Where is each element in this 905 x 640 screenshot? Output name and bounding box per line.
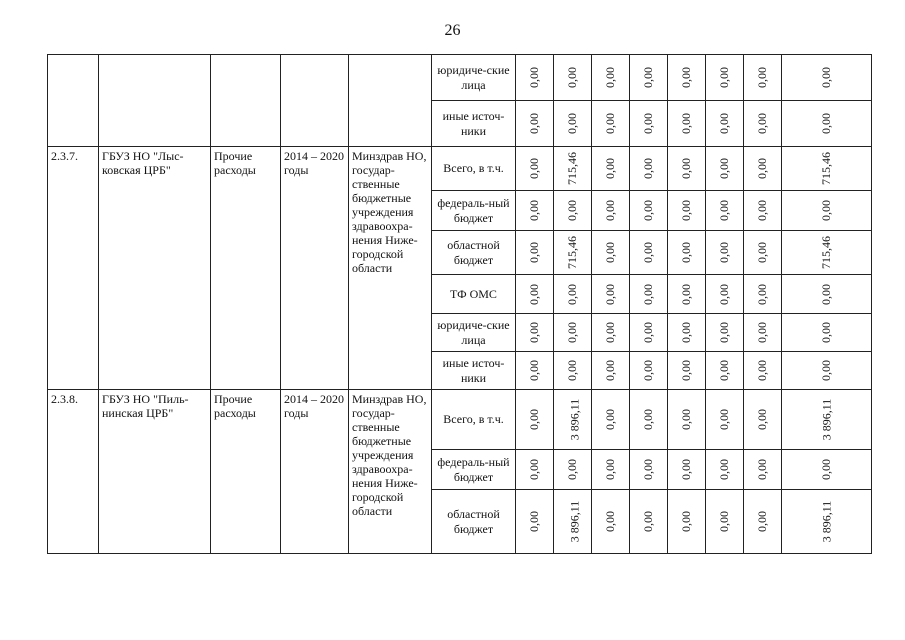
- value-cell: [706, 490, 744, 554]
- funding-source-cell: областной бюджет: [432, 490, 516, 554]
- value-cell: [744, 314, 782, 352]
- value-cell: [516, 191, 554, 231]
- value-cell: [668, 314, 706, 352]
- value-cell: [592, 147, 630, 191]
- value-text: 0,00: [717, 283, 731, 305]
- number-cell: 2.3.8.: [48, 390, 99, 554]
- value-text: 0,00: [641, 459, 655, 480]
- funding-source-cell: Всего, в т.ч.: [432, 147, 516, 191]
- value-text: 0,00: [565, 459, 579, 480]
- value-text: 0,00: [717, 409, 731, 430]
- value-text: 0,00: [527, 158, 541, 179]
- value-cell: [782, 147, 872, 191]
- page-number: 26: [444, 22, 461, 39]
- value-text: 0,00: [819, 322, 833, 343]
- value-text: 0,00: [755, 113, 769, 134]
- value-cell: [782, 231, 872, 275]
- value-cell: [592, 490, 630, 554]
- value-text: 0,00: [755, 322, 769, 343]
- value-text: 0,00: [717, 459, 731, 480]
- value-cell: [668, 450, 706, 490]
- value-cell: [668, 101, 706, 147]
- value-text: 0,00: [527, 360, 541, 381]
- value-cell: [516, 352, 554, 390]
- value-cell: [592, 450, 630, 490]
- value-text: 0,00: [603, 113, 617, 134]
- value-cell: [668, 147, 706, 191]
- value-cell: [554, 55, 592, 101]
- value-cell: [516, 314, 554, 352]
- value-text: 0,00: [527, 242, 541, 263]
- value-text: 0,00: [679, 158, 693, 179]
- value-cell: [782, 352, 872, 390]
- value-text: 3 896,11: [819, 398, 833, 441]
- value-cell: [630, 390, 668, 450]
- value-text: 0,00: [755, 283, 769, 305]
- value-cell: [706, 314, 744, 352]
- expense-type-cell: Прочие расходы: [211, 390, 281, 554]
- value-cell: [706, 450, 744, 490]
- value-text: 0,00: [565, 283, 579, 305]
- value-text: 0,00: [717, 67, 731, 88]
- value-text: 0,00: [679, 242, 693, 263]
- value-cell: [592, 314, 630, 352]
- institution-cell: [99, 55, 211, 147]
- value-text: 0,00: [565, 67, 579, 88]
- value-text: 0,00: [679, 283, 693, 305]
- budget-table: [47, 54, 872, 554]
- value-text: 0,00: [755, 200, 769, 221]
- value-cell: [706, 390, 744, 450]
- expense-type-cell: Прочие расходы: [211, 147, 281, 390]
- value-cell: [744, 450, 782, 490]
- value-text: 0,00: [717, 322, 731, 343]
- value-cell: [554, 147, 592, 191]
- value-text: 0,00: [717, 113, 731, 134]
- value-cell: [554, 390, 592, 450]
- value-text: 0,00: [679, 409, 693, 430]
- value-cell: [744, 147, 782, 191]
- value-text: 0,00: [527, 511, 541, 532]
- value-text: 0,00: [527, 283, 541, 305]
- table-row: [48, 147, 872, 191]
- value-cell: [744, 390, 782, 450]
- institution-cell: ГБУЗ НО "Лыс-ковская ЦРБ": [99, 147, 211, 390]
- value-cell: [668, 55, 706, 101]
- table-row: [48, 55, 872, 101]
- value-cell: [744, 191, 782, 231]
- value-text: 0,00: [717, 511, 731, 532]
- institution-cell: ГБУЗ НО "Пиль-нинская ЦРБ": [99, 390, 211, 554]
- funding-source-cell: областной бюджет: [432, 231, 516, 275]
- value-cell: [668, 275, 706, 314]
- value-text: 0,00: [679, 459, 693, 480]
- value-cell: [706, 191, 744, 231]
- value-cell: [516, 55, 554, 101]
- value-text: 0,00: [641, 409, 655, 430]
- value-text: 0,00: [565, 113, 579, 134]
- value-cell: [706, 231, 744, 275]
- value-cell: [630, 314, 668, 352]
- value-cell: [782, 101, 872, 147]
- table-row: [48, 390, 872, 450]
- value-cell: [592, 231, 630, 275]
- value-cell: [592, 55, 630, 101]
- value-cell: [782, 191, 872, 231]
- value-cell: [592, 191, 630, 231]
- value-cell: [668, 490, 706, 554]
- value-text: 0,00: [679, 200, 693, 221]
- funding-source-cell: иные источ-ники: [432, 101, 516, 147]
- value-text: 0,00: [819, 113, 833, 134]
- value-cell: [744, 490, 782, 554]
- period-cell: 2014 – 2020 годы: [281, 390, 349, 554]
- value-text: 0,00: [527, 409, 541, 430]
- value-cell: [782, 314, 872, 352]
- value-text: 0,00: [755, 242, 769, 263]
- value-cell: [630, 275, 668, 314]
- funding-source-cell: юридиче-ские лица: [432, 55, 516, 101]
- executor-cell: Минздрав НО, государ-ственные бюджетные учреждения здравоохра-нения Ниже-городской области: [349, 147, 432, 390]
- value-text: 0,00: [819, 200, 833, 221]
- value-text: 0,00: [527, 113, 541, 134]
- funding-source-cell: федераль-ный бюджет: [432, 450, 516, 490]
- value-cell: [516, 390, 554, 450]
- funding-source-cell: ТФ ОМС: [432, 275, 516, 314]
- value-cell: [554, 352, 592, 390]
- value-cell: [668, 231, 706, 275]
- value-cell: [630, 450, 668, 490]
- value-text: 0,00: [819, 360, 833, 381]
- value-cell: [782, 490, 872, 554]
- value-cell: [706, 352, 744, 390]
- value-text: 0,00: [641, 322, 655, 343]
- value-text: 0,00: [603, 158, 617, 179]
- value-text: 715,46: [819, 236, 833, 269]
- value-text: 0,00: [527, 200, 541, 221]
- value-text: 0,00: [717, 158, 731, 179]
- value-text: 0,00: [717, 200, 731, 221]
- funding-source-cell: Всего, в т.ч.: [432, 390, 516, 450]
- value-cell: [592, 390, 630, 450]
- value-cell: [744, 231, 782, 275]
- value-cell: [516, 147, 554, 191]
- value-text: 0,00: [527, 322, 541, 343]
- value-text: 0,00: [641, 511, 655, 532]
- value-cell: [744, 352, 782, 390]
- value-text: 0,00: [603, 459, 617, 480]
- value-cell: [592, 101, 630, 147]
- value-text: 0,00: [565, 200, 579, 221]
- value-cell: [782, 55, 872, 101]
- value-cell: [630, 490, 668, 554]
- value-text: 0,00: [641, 360, 655, 381]
- number-cell: [48, 55, 99, 147]
- value-cell: [516, 231, 554, 275]
- value-cell: [554, 490, 592, 554]
- value-text: 715,46: [565, 236, 579, 269]
- value-text: 0,00: [679, 360, 693, 381]
- value-cell: [668, 352, 706, 390]
- value-text: 0,00: [755, 511, 769, 532]
- value-text: 0,00: [717, 360, 731, 381]
- value-text: 0,00: [565, 360, 579, 381]
- value-cell: [516, 450, 554, 490]
- value-text: 715,46: [565, 152, 579, 185]
- value-text: 0,00: [679, 67, 693, 88]
- value-text: 0,00: [755, 67, 769, 88]
- value-cell: [516, 275, 554, 314]
- value-text: 0,00: [603, 360, 617, 381]
- value-cell: [516, 490, 554, 554]
- value-text: 0,00: [603, 200, 617, 221]
- value-cell: [630, 352, 668, 390]
- value-text: 0,00: [819, 67, 833, 88]
- value-text: 0,00: [819, 459, 833, 480]
- value-cell: [630, 55, 668, 101]
- funding-source-cell: иные источ-ники: [432, 352, 516, 390]
- value-text: 0,00: [679, 113, 693, 134]
- value-cell: [706, 147, 744, 191]
- value-cell: [744, 275, 782, 314]
- value-text: 3 896,11: [567, 500, 582, 543]
- value-text: 0,00: [641, 200, 655, 221]
- value-cell: [592, 352, 630, 390]
- value-cell: [554, 275, 592, 314]
- value-text: 0,00: [717, 242, 731, 263]
- value-text: 0,00: [641, 67, 655, 88]
- value-text: 0,00: [679, 511, 693, 532]
- value-text: 0,00: [755, 158, 769, 179]
- value-cell: [744, 101, 782, 147]
- value-text: 0,00: [527, 459, 541, 480]
- executor-cell: Минздрав НО, государ-ственные бюджетные учреждения здравоохра-нения Ниже-городской области: [349, 390, 432, 554]
- value-text: 0,00: [641, 113, 655, 134]
- value-text: 0,00: [603, 511, 617, 532]
- value-text: 715,46: [819, 152, 833, 185]
- value-text: 0,00: [527, 67, 541, 88]
- period-cell: [281, 55, 349, 147]
- value-text: 0,00: [679, 322, 693, 343]
- value-cell: [516, 101, 554, 147]
- expense-type-cell: [211, 55, 281, 147]
- value-cell: [744, 55, 782, 101]
- value-cell: [630, 101, 668, 147]
- value-cell: [630, 191, 668, 231]
- value-cell: [706, 55, 744, 101]
- value-cell: [782, 275, 872, 314]
- value-text: 0,00: [603, 409, 617, 430]
- funding-source-cell: юридиче-ские лица: [432, 314, 516, 352]
- value-text: 3 896,11: [819, 500, 833, 543]
- value-cell: [554, 191, 592, 231]
- value-cell: [592, 275, 630, 314]
- value-cell: [630, 231, 668, 275]
- value-cell: [630, 147, 668, 191]
- value-text: 0,00: [603, 67, 617, 88]
- value-cell: [554, 314, 592, 352]
- value-text: 0,00: [641, 242, 655, 263]
- value-text: 0,00: [641, 158, 655, 179]
- value-cell: [706, 275, 744, 314]
- value-cell: [554, 231, 592, 275]
- value-text: 0,00: [603, 283, 617, 305]
- value-cell: [782, 450, 872, 490]
- funding-source-cell: федераль-ный бюджет: [432, 191, 516, 231]
- value-text: 0,00: [603, 322, 617, 343]
- value-text: 0,00: [819, 283, 833, 305]
- value-text: 0,00: [603, 242, 617, 263]
- number-cell: 2.3.7.: [48, 147, 99, 390]
- value-text: 0,00: [565, 322, 579, 343]
- value-text: 0,00: [755, 459, 769, 480]
- value-cell: [668, 390, 706, 450]
- value-text: 0,00: [641, 283, 655, 305]
- value-text: 0,00: [755, 360, 769, 381]
- period-cell: 2014 – 2020 годы: [281, 147, 349, 390]
- value-cell: [706, 101, 744, 147]
- value-cell: [554, 101, 592, 147]
- executor-cell: [349, 55, 432, 147]
- value-cell: [782, 390, 872, 450]
- value-cell: [554, 450, 592, 490]
- value-cell: [668, 191, 706, 231]
- value-text: 3 896,11: [567, 398, 582, 441]
- value-text: 0,00: [755, 409, 769, 430]
